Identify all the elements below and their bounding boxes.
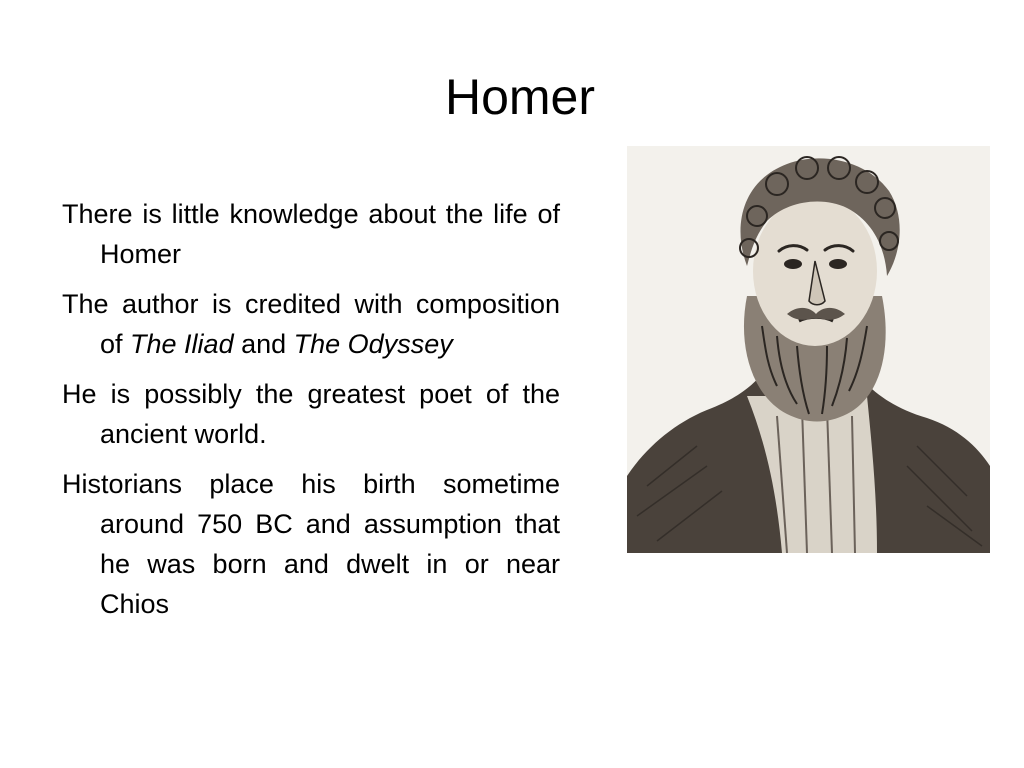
bullet-text: and (233, 329, 294, 359)
bullet-text: Historians place his birth sometime around 750 BC and assumption that he was born and dwelt in or near Chios (62, 469, 560, 619)
homer-portrait-image (627, 146, 990, 553)
slide-title: Homer (444, 69, 596, 125)
bullet-text: There is little knowledge about the life of Homer (62, 199, 560, 269)
work-title-iliad: The Iliad (130, 329, 234, 359)
bullet-item (62, 194, 560, 274)
bullet-item (62, 464, 560, 624)
bullet-item (62, 374, 560, 454)
bullet-text: The author is credited with composition of (62, 289, 560, 359)
work-title-odyssey: The Odyssey (293, 329, 453, 359)
portrait-engraving (627, 146, 990, 553)
bullet-text: He is possibly the greatest poet of the ancient world. (62, 379, 560, 449)
bullet-item (62, 284, 560, 364)
bullet-list (62, 194, 560, 634)
